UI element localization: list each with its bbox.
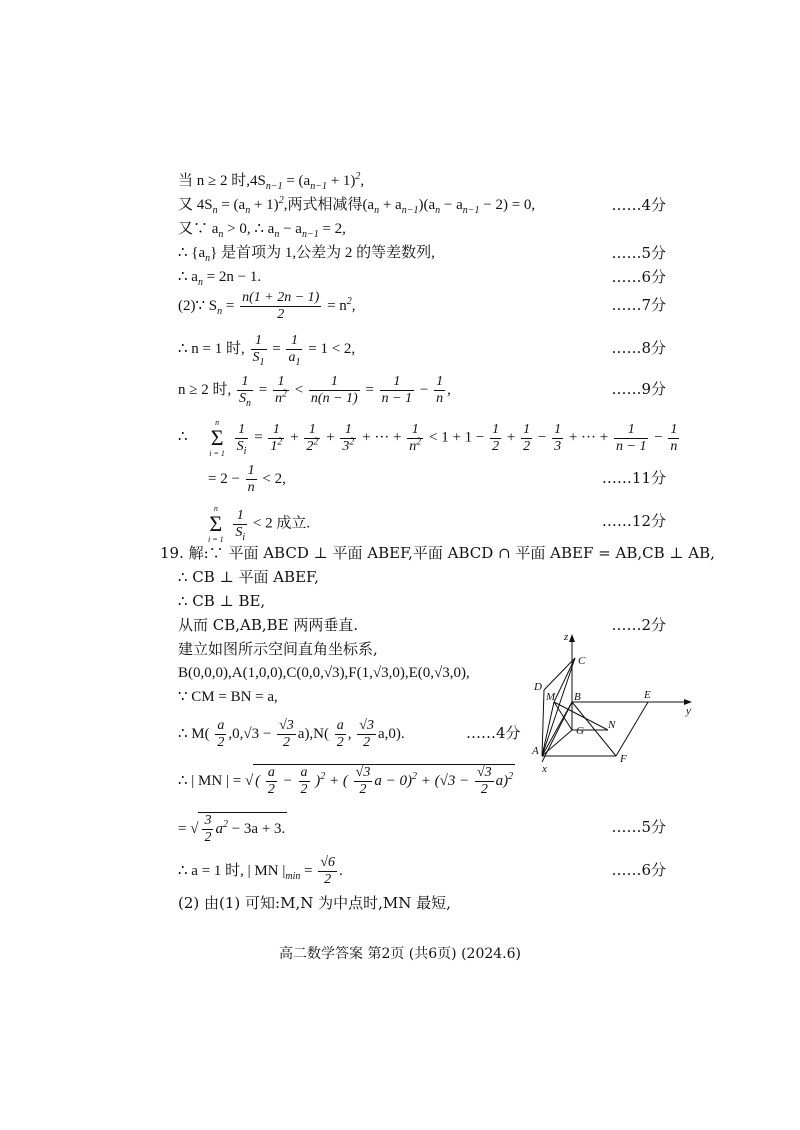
line-an: ∴ $a_n = 2n - 1$. bbox=[178, 269, 262, 288]
q19-line2: ∴ CB ⊥ 平面 ABEF, bbox=[178, 568, 319, 586]
z-arrow bbox=[569, 634, 575, 642]
label-f: F bbox=[620, 753, 627, 765]
label-y: y bbox=[686, 705, 691, 717]
label-n: N bbox=[608, 719, 616, 731]
score-4: ……4分 bbox=[611, 196, 666, 214]
score-12: ……12分 bbox=[601, 512, 666, 530]
q19-mn-coords: ∴ M( $\frac{a}{2}$ ,0,√3 − $\frac{√3}{2}$ a),N( $\frac{a}{2}$ , $\frac{√3}{2}$ a,0). bbox=[178, 718, 405, 750]
line-arithmetic: ∴ $\{a_n\}$ 是首项为 1,公差为 2 的等差数列, bbox=[178, 245, 435, 264]
q19-cm-bn: ∵ CM = BN = a, bbox=[178, 689, 278, 705]
label-z: z bbox=[564, 631, 569, 643]
score-2b: ……2分 bbox=[611, 616, 666, 634]
line-conclusion: n Σ i = 1 $\frac{1}{S_i}$ < 2 成立. bbox=[208, 504, 311, 544]
line-n1: ∴ n = 1 时, $\frac{1}{S_1}$ = $\frac{1}{a_1}$ = 1 < 2, bbox=[178, 333, 356, 368]
score-9: ……9分 bbox=[611, 380, 666, 398]
line-difference: 又∵ $a_n > 0$, ∴ $a_n - a_{n-1} = 2$, bbox=[178, 221, 346, 240]
q19-line1: 19. 解:∵ 平面 ABCD ⊥ 平面 ABEF,平面 ABCD ∩ 平面 ABEF = AB,CB ⊥ AB, bbox=[160, 544, 715, 562]
edge-dc bbox=[544, 658, 575, 690]
line-sn-minus1: 当 n ≥ 2 时$,4S_{n-1} = (a_{n-1} + 1)^2$, bbox=[178, 171, 365, 192]
q19-mn-length: ∴ | MN | = √ ( $\frac{a}{2}$ − $\frac{a}{2}$ )$^2$ + ( $\frac{√3}{2}$ a − 0)$^2$ + (√3 − $\frac{√3}{2}$ a)$^2$ bbox=[178, 765, 514, 797]
label-e: E bbox=[644, 689, 651, 701]
score-6: ……6分 bbox=[611, 268, 666, 286]
q19-min: ∴ a = 1 时, | MN $|_{min}$ = $\frac{√6}{2}$ . bbox=[178, 855, 343, 887]
line-n-ge-2: n ≥ 2 时, $\frac{1}{S_n}$ = $\frac{1}{n^2}$ < $\frac{1}{n(n - 1)}$ = $\frac{1}{n - 1}$ − $\frac{1}{n}$ , bbox=[178, 374, 451, 409]
coordinate-figure bbox=[520, 630, 700, 780]
score-7: ……7分 bbox=[611, 296, 666, 314]
score-5b: ……5分 bbox=[611, 818, 666, 836]
q19-part2: (2) 由(1) 可知:M,N 为中点时,MN 最短, bbox=[178, 894, 451, 912]
edge-fe bbox=[616, 702, 648, 756]
score-8: ……8分 bbox=[611, 339, 666, 357]
line-subtract: 又 $4S_n = (a_n + 1)^2$,两式相减得$(a_n + a_{n-1})(a_n - a_{n-1} - 2) = 0$, bbox=[178, 195, 536, 216]
label-c: C bbox=[578, 655, 586, 667]
line-result: = 2 − $\frac{1}{n}$ < 2, bbox=[208, 463, 286, 495]
q19-simplified: = √ $\frac{3}{2}$ $a^2 - 3a + 3$. bbox=[178, 813, 286, 845]
label-x: x bbox=[542, 763, 547, 775]
line-sn: (2)∵ $S_n$ = $\frac{n(1 + 2n - 1)}{2}$ = $n^2$, bbox=[178, 290, 356, 322]
label-m: M bbox=[546, 691, 556, 703]
score-5: ……5分 bbox=[611, 244, 666, 262]
q19-coords: B(0,0,0),A(1,0,0),C(0,0,√3),F(1,√3,0),E(0,√3,0), bbox=[178, 665, 470, 681]
label-b: B bbox=[574, 691, 581, 703]
line-sum: ∴ n Σ i = 1 $\frac{1}{S_i}$ = $\frac{1}{1^2}$ + $\frac{1}{2^2}$ + $\frac{1}{3^2}$ + ··· + $\frac{1}{n^2}$ < 1 + 1 − $\frac{1}{2}$ + $\frac{1}{2}$ − $\frac{1}{3}$ + ··· + $\frac{1}{n - 1}$ − $\frac{1}{n}$ bbox=[178, 418, 678, 458]
label-a: A bbox=[532, 745, 539, 757]
score-4b: ……4分 bbox=[466, 724, 521, 742]
score-11: ……11分 bbox=[601, 469, 666, 487]
q19-line4: 从而 CB,AB,BE 两两垂直. bbox=[178, 616, 359, 634]
label-d: D bbox=[534, 681, 542, 693]
score-6b: ……6分 bbox=[611, 861, 666, 879]
label-g: G bbox=[576, 725, 584, 737]
q19-line5: 建立如图所示空间直角坐标系, bbox=[178, 640, 378, 658]
page-footer: 高二数学答案 第2页 (共6页) (2024.6) bbox=[279, 946, 521, 962]
q19-line3: ∴ CB ⊥ BE, bbox=[178, 592, 266, 610]
